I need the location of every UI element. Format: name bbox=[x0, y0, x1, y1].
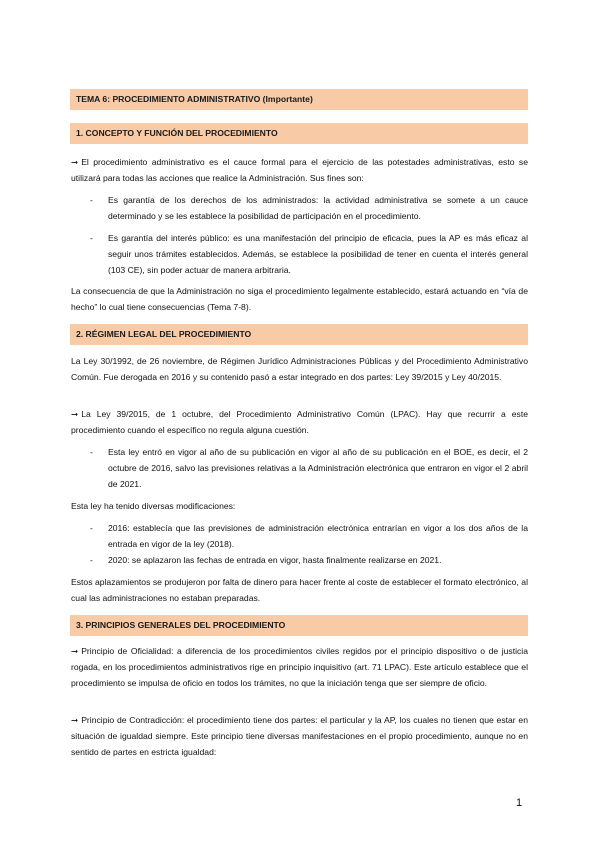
arrow-right-icon: ➞ bbox=[71, 409, 79, 419]
tema-title: TEMA 6: PROCEDIMIENTO ADMINISTRATIVO (Importante) bbox=[76, 94, 313, 104]
s3-principle-contradiccion-text: Principio de Contradicción: el procedimiento tiene dos partes: el particular y la AP, los cuales no tienen que estar en situación de igualdad siempre. Este principio tiene diversas manifestaciones en el propio procedimiento, aunque no en sentido de partes en estricta igualdad: bbox=[71, 715, 528, 757]
tema-title-band bbox=[70, 89, 528, 110]
s1-intro-text: El procedimiento administrativo es el cauce formal para el ejercicio de las potestades administrativas, esto se utilizará para todas las acciones que realice la Administración. Sus fines son: bbox=[71, 157, 528, 183]
s1-bullet-2-text: Es garantía del interés público: es una manifestación del principio de eficacia, pues la AP es más eficaz al seguir unos trámites establecidos. Además, se establece la posibilidad de tener en cuenta el interés general (103 CE), sin poder actuar de manera arbitraria. bbox=[108, 233, 528, 275]
s2-mod-1-text: 2016: establecía que las previsiones de administración electrónica entrarían en vigor a los dos años de la entrada en vigor de la ley (2018). bbox=[108, 523, 528, 549]
s1-intro-paragraph bbox=[71, 154, 528, 186]
s2-paragraph-2-text: La Ley 39/2015, de 1 octubre, del Procedimiento Administrativo Común (LPAC). Hay que recurrir a este procedimiento cuando el específico no regula alguna cuestión. bbox=[71, 409, 528, 435]
section-3-heading bbox=[70, 615, 528, 636]
s2-paragraph-3: Esta ley ha tenido diversas modificaciones: bbox=[71, 501, 236, 511]
s1-closing-paragraph: La consecuencia de que la Administración no siga el procedimiento legalmente establecido, estará actuando en “vía de hecho” lo cual tiene consecuencias (Tema 7-8). bbox=[71, 286, 528, 312]
section-3-title: 3. PRINCIPIOS GENERALES DEL PROCEDIMIENTO bbox=[76, 620, 286, 630]
arrow-right-icon: ➞ bbox=[71, 157, 79, 167]
section-1-title: 1. CONCEPTO Y FUNCIÓN DEL PROCEDIMIENTO bbox=[76, 128, 278, 138]
section-2-title: 2. RÉGIMEN LEGAL DEL PROCEDIMIENTO bbox=[76, 329, 252, 339]
section-2-heading bbox=[70, 324, 528, 345]
s2-paragraph-4: Estos aplazamientos se produjeron por falta de dinero para hacer frente al coste de establecer el formato electrónico, al cual las administraciones no estaban preparadas. bbox=[71, 577, 528, 603]
s3-principle-oficialidad bbox=[71, 643, 528, 691]
dash-marker: - bbox=[90, 555, 93, 565]
section-1-heading bbox=[70, 123, 528, 144]
s2-mod-1 bbox=[90, 520, 528, 552]
s2-mod-2 bbox=[90, 552, 528, 568]
s2-mod-2-text: 2020: se aplazaron las fechas de entrada en vigor, hasta finalmente realizarse en 2021. bbox=[108, 555, 442, 565]
s1-bullet-2 bbox=[90, 230, 528, 278]
page-number: 1 bbox=[516, 797, 523, 809]
s1-bullet-1-text: Es garantía de los derechos de los administrados: la actividad administrativa se somete a un cauce determinado y se les establece la posibilidad de participación en el procedimiento. bbox=[108, 195, 528, 221]
dash-marker: - bbox=[90, 447, 93, 457]
s2-bullet-1-text: Esta ley entró en vigor al año de su publicación en vigor al año de su publicación en el BOE, es decir, el 2 octubre de 2016, salvo las previsiones relativas a la Administración electrónica que entraron en vigor el 2 abril de 2021. bbox=[108, 447, 528, 489]
s2-bullet-1 bbox=[90, 444, 528, 492]
s3-principle-oficialidad-text: Principio de Oficialidad: a diferencia de los procedimientos civiles regidos por el principio dispositivo o de justicia rogada, en los procedimientos administrativos rige en principio inquisitivo (art. 71 LPAC). Este artículo establece que el procedimiento se impulsa de oficio en todos los trámites, no que la iniciación tenga que ser siempre de oficio. bbox=[71, 646, 528, 688]
s2-paragraph-2 bbox=[71, 406, 528, 438]
dash-marker: - bbox=[90, 233, 93, 243]
s2-paragraph-1: La Ley 30/1992, de 26 noviembre, de Régimen Jurídico Administraciones Públicas y del Procedimiento Administrativo Común. Fue derogada en 2016 y su contenido pasó a estar integrado en dos partes: Ley 39/2015 y Ley 40/2015. bbox=[71, 356, 528, 382]
dash-marker: - bbox=[90, 195, 93, 205]
s3-principle-contradiccion bbox=[71, 712, 528, 760]
s1-bullet-1 bbox=[90, 192, 528, 224]
arrow-right-icon: ➞ bbox=[71, 646, 79, 656]
dash-marker: - bbox=[90, 523, 93, 533]
arrow-right-icon: ➞ bbox=[71, 715, 79, 725]
